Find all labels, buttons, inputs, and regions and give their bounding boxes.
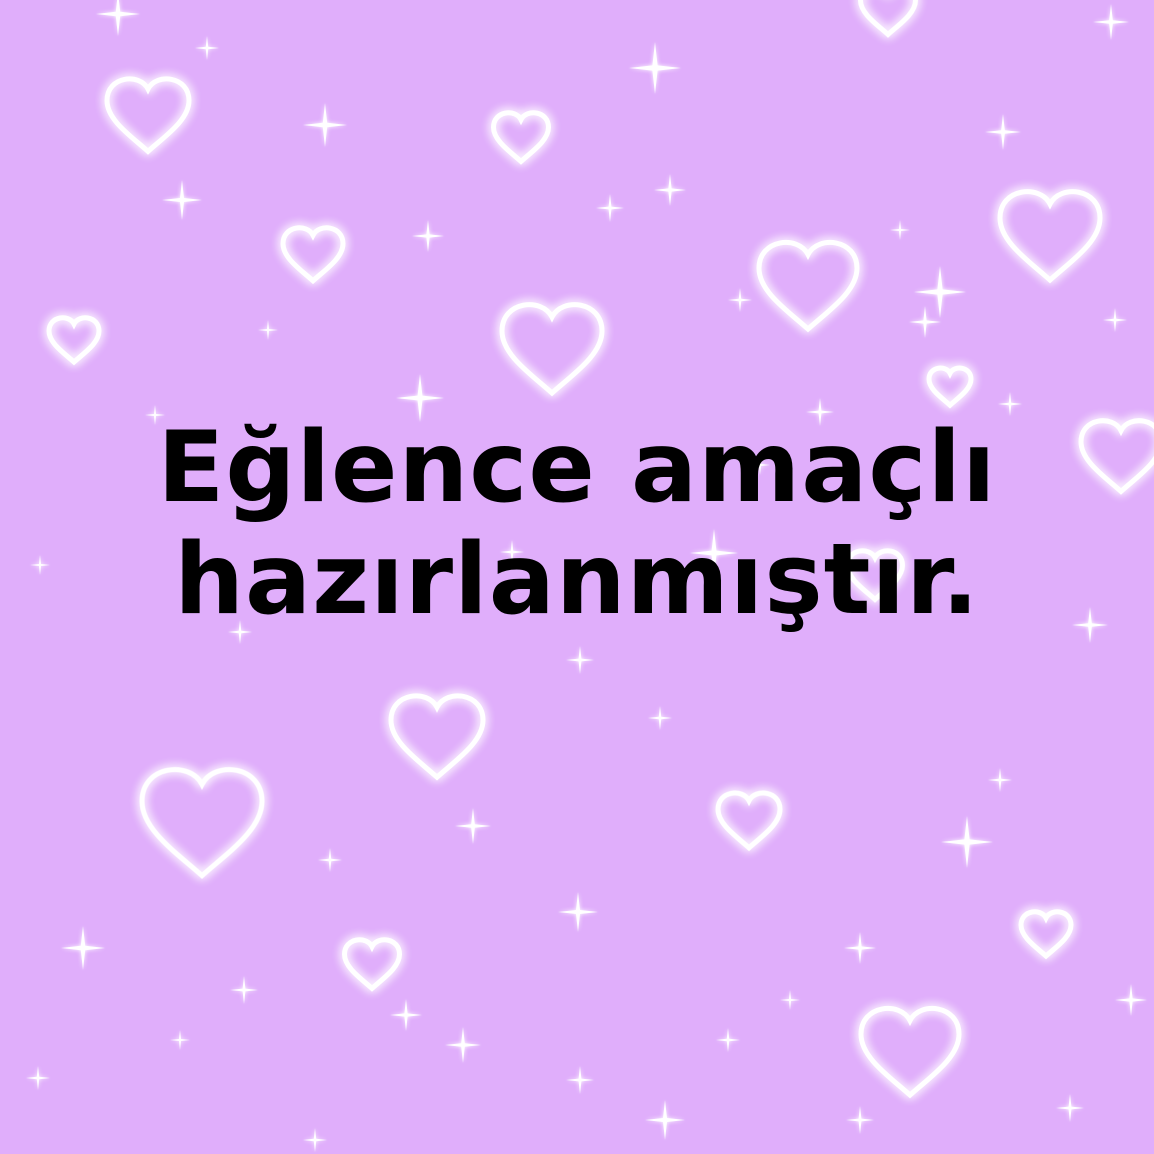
caption-line-1: Eğlence amaçlı	[157, 411, 997, 525]
sparkle-star-icon	[941, 816, 993, 868]
sparkle-star-icon	[230, 976, 258, 1004]
sparkle-star-icon	[844, 932, 876, 964]
heart-outline-icon	[391, 696, 483, 777]
sparkle-star-icon	[1056, 1094, 1084, 1122]
sparkle-star-icon	[985, 114, 1021, 150]
sparkle-star-icon	[558, 892, 598, 932]
sparkle-star-icon	[318, 848, 342, 872]
sparkle-star-icon	[61, 926, 105, 970]
sparkle-star-icon	[846, 1106, 874, 1134]
sparkle-star-icon	[170, 1030, 190, 1050]
sparkle-star-icon	[909, 306, 941, 338]
sparkle-star-icon	[303, 103, 347, 147]
sparkle-star-icon	[162, 180, 202, 220]
sparkle-star-icon	[445, 1027, 481, 1063]
heart-outline-icon	[502, 305, 602, 393]
heart-outline-icon	[1000, 192, 1100, 280]
sparkle-star-icon	[566, 646, 594, 674]
sparkle-star-icon	[1093, 4, 1129, 40]
sparkle-star-icon	[412, 220, 444, 252]
sparkle-star-icon	[1115, 984, 1147, 1016]
heart-outline-icon	[929, 368, 971, 405]
sparkle-star-icon	[645, 1100, 685, 1140]
heart-outline-icon	[283, 228, 343, 281]
sparkle-star-icon	[716, 1028, 740, 1052]
sparkle-star-icon	[566, 1066, 594, 1094]
sparkle-star-icon	[914, 266, 966, 318]
sparkle-star-icon	[890, 220, 910, 240]
caption-line-2: hazırlanmıştır.	[174, 523, 980, 637]
heart-outline-icon	[142, 770, 262, 876]
heart-outline-icon	[861, 0, 916, 34]
heart-outline-icon	[494, 113, 549, 162]
caption-text	[0, 412, 1154, 636]
sparkle-star-icon	[654, 174, 686, 206]
heart-outline-icon	[861, 1008, 959, 1095]
sparkle-star-icon	[648, 706, 672, 730]
sparkle-star-icon	[96, 0, 140, 36]
heart-outline-icon	[718, 793, 780, 848]
heart-outline-icon	[1021, 912, 1071, 956]
sparkle-star-icon	[455, 808, 491, 844]
sparkle-star-icon	[728, 288, 752, 312]
sparkle-star-icon	[258, 320, 278, 340]
heart-outline-icon	[345, 940, 400, 989]
sparkle-star-icon	[1103, 308, 1127, 332]
sparkle-star-icon	[629, 42, 681, 94]
sparkle-star-icon	[780, 990, 800, 1010]
sparkle-star-icon	[988, 768, 1012, 792]
heart-outline-icon	[49, 318, 99, 362]
sparkle-star-icon	[596, 194, 624, 222]
sparkle-star-icon	[195, 36, 219, 60]
sparkle-star-icon	[26, 1066, 50, 1090]
sparkle-star-icon	[303, 1128, 327, 1152]
heart-outline-icon	[107, 79, 189, 151]
sparkle-star-icon	[390, 999, 422, 1031]
heart-outline-icon	[759, 242, 857, 329]
